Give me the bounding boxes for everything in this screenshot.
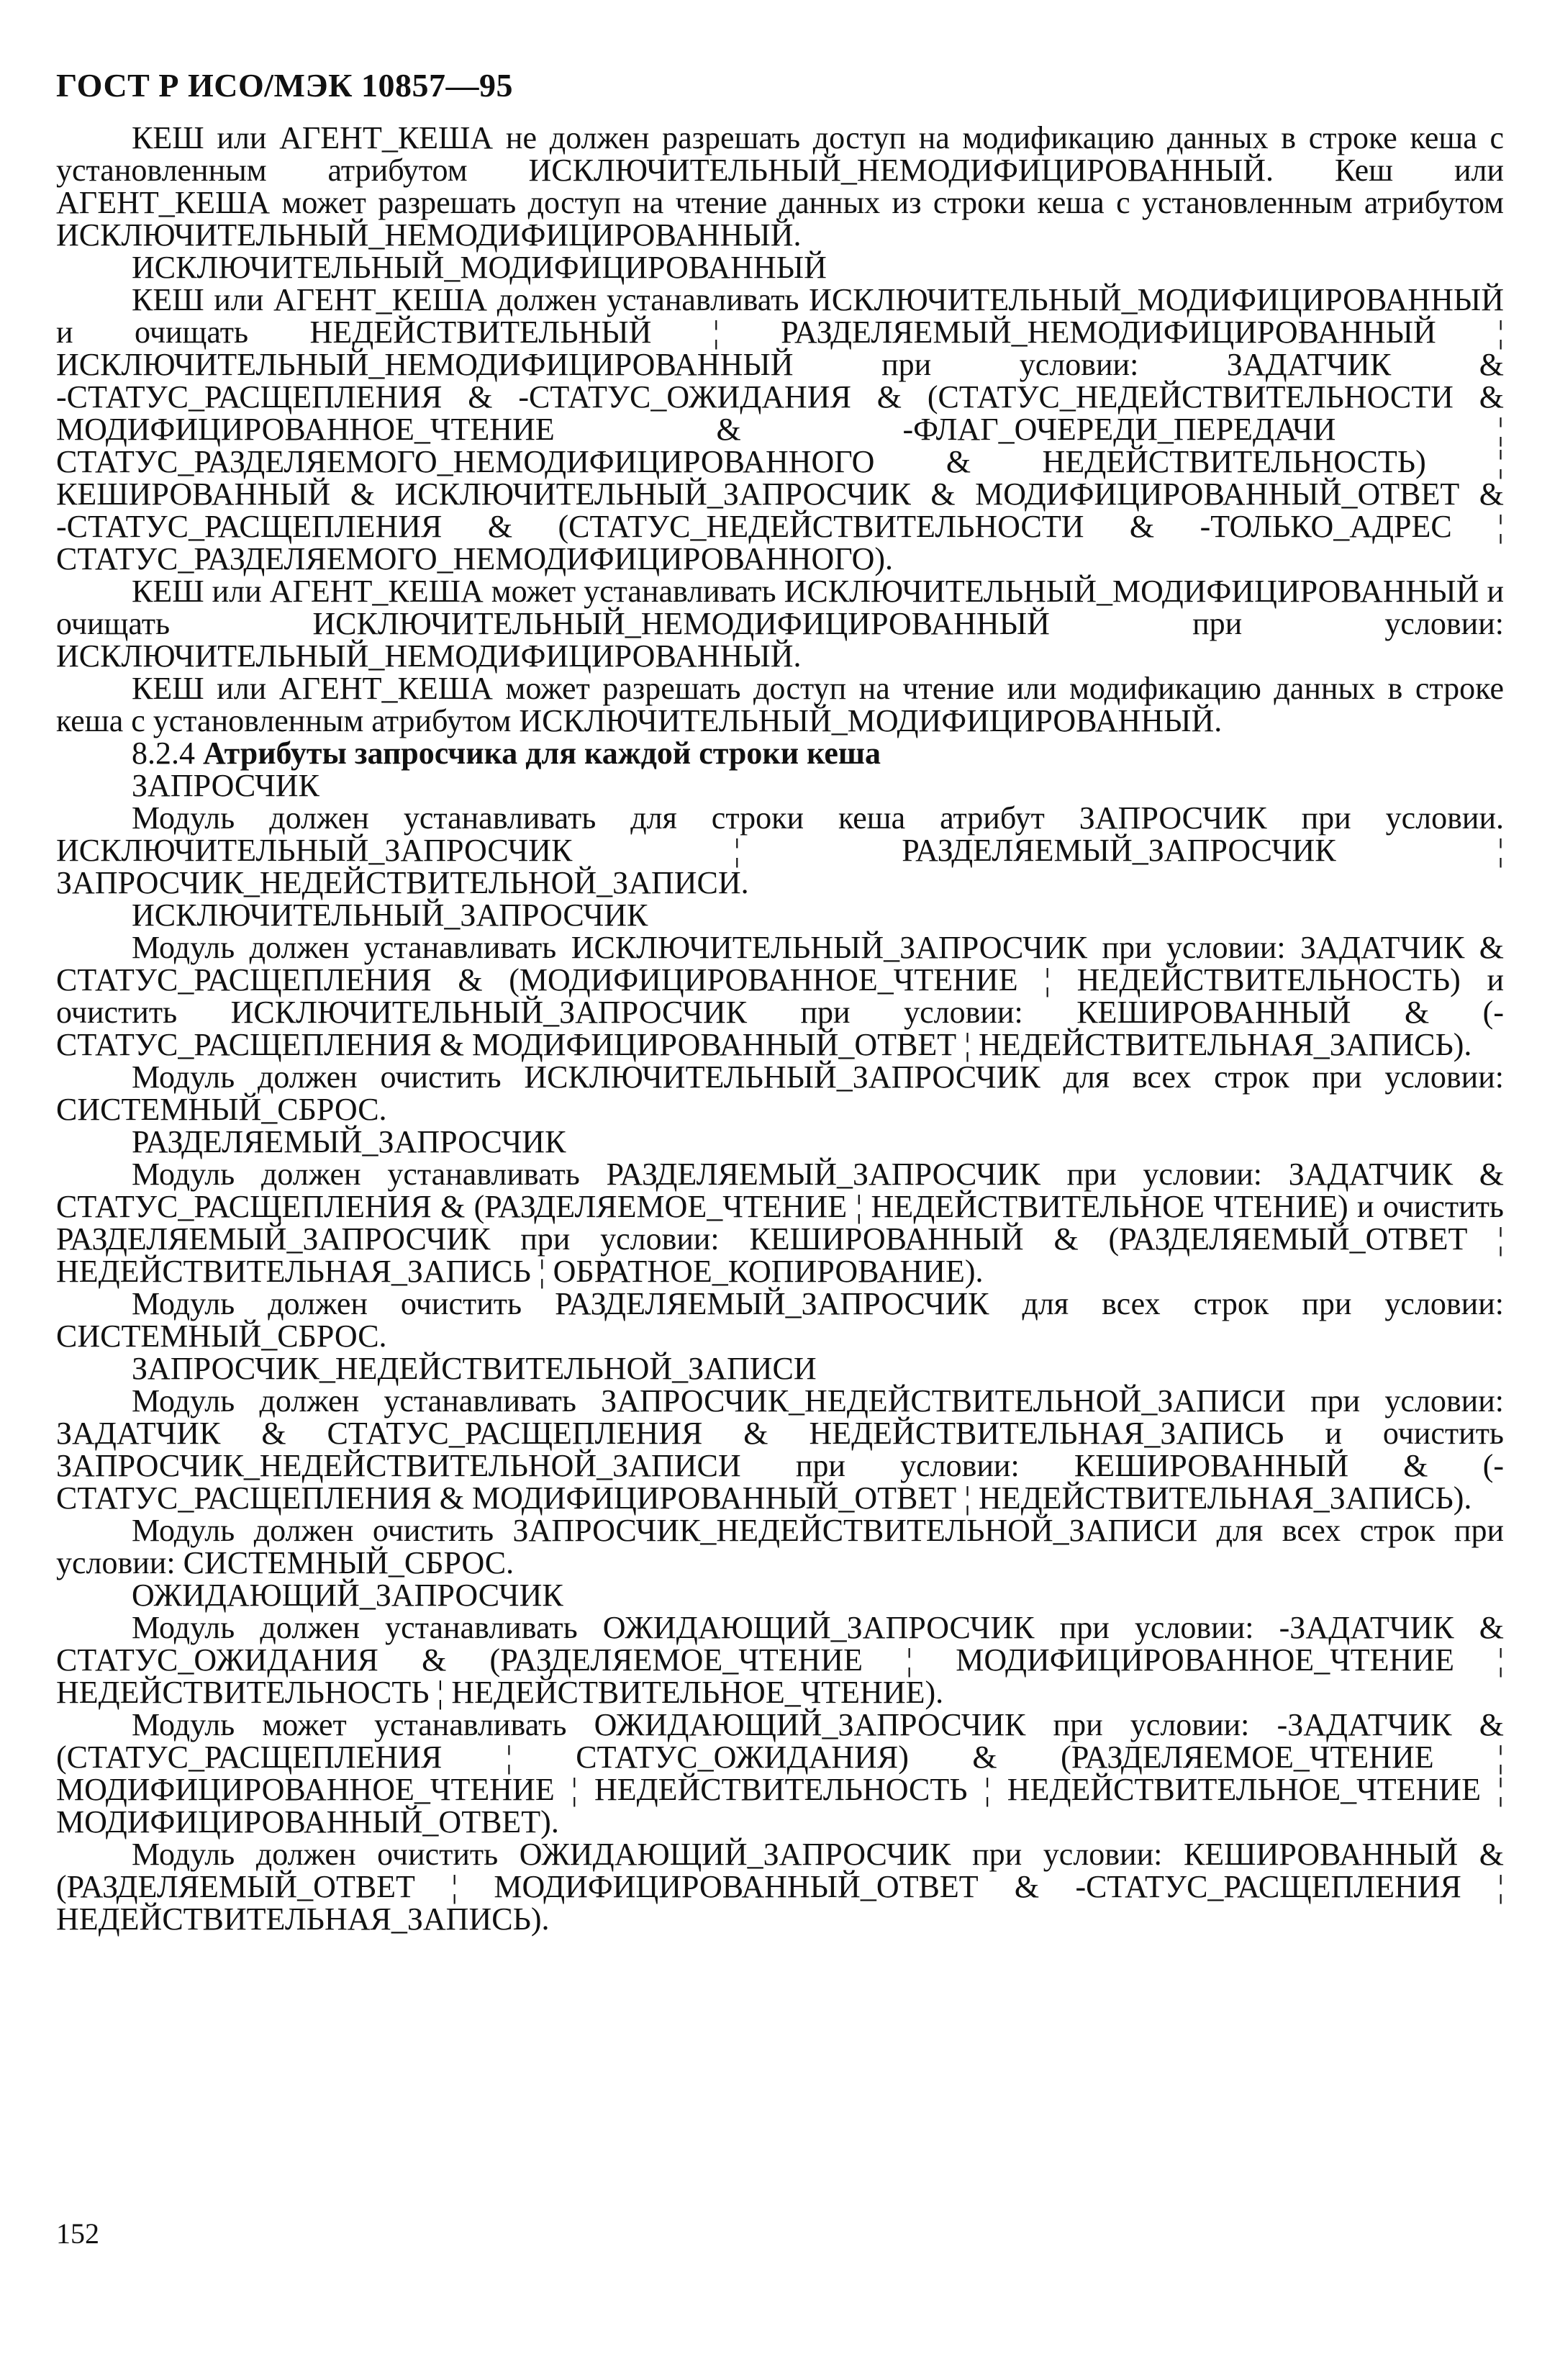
paragraph: КЕШ или АГЕНТ_КЕША не должен разрешать доступ на модификацию данных в строке кеша с установленным атрибутом ИСКЛЮЧИТЕЛЬНЫЙ_НЕМОДИФИЦИРОВАННЫЙ. Кеш или АГЕНТ_КЕША может разрешать доступ на чтение данных из строки кеша с установленным атрибутом ИСКЛЮЧИТЕЛЬНЫЙ_НЕМОДИФИЦИРОВАННЫЙ. — [56, 120, 1504, 253]
term-heading: РАЗДЕЛЯЕМЫЙ_ЗАПРОСЧИК — [132, 1124, 566, 1159]
term-heading: ЗАПРОСЧИК — [132, 768, 319, 803]
paragraph: Модуль должен устанавливать ЗАПРОСЧИК_НЕДЕЙСТВИТЕЛЬНОЙ_ЗАПИСИ при условии: ЗАДАТЧИК & СТАТУС_РАСЩЕПЛЕНИЯ & НЕДЕЙСТВИТЕЛЬНАЯ_ЗАПИСЬ и очистить ЗАПРОСЧИК_НЕДЕЙСТВИТЕЛЬНОЙ_ЗАПИСИ при условии: КЕШИРОВАННЫЙ & (-СТАТУС_РАСЩЕПЛЕНИЯ & МОДИФИЦИРОВАННЫЙ_ОТВЕТ ¦ НЕДЕЙСТВИТЕЛЬНАЯ_ЗАПИСЬ). — [56, 1383, 1504, 1516]
paragraph: Модуль должен очистить ИСКЛЮЧИТЕЛЬНЫЙ_ЗАПРОСЧИК для всех строк при условии: СИСТЕМНЫЙ_СБРОС. — [56, 1059, 1504, 1127]
paragraph: Модуль должен устанавливать ОЖИДАЮЩИЙ_ЗАПРОСЧИК при условии: -ЗАДАТЧИК & СТАТУС_ОЖИДАНИЯ & (РАЗДЕЛЯЕМОЕ_ЧТЕНИЕ ¦ МОДИФИЦИРОВАННОЕ_ЧТЕНИЕ ¦ НЕДЕЙСТВИТЕЛЬНОСТЬ ¦ НЕДЕЙСТВИТЕЛЬНОЕ_ЧТЕНИЕ). — [56, 1610, 1504, 1710]
paragraph: Модуль должен устанавливать ИСКЛЮЧИТЕЛЬНЫЙ_ЗАПРОСЧИК при условии: ЗАДАТЧИК & СТАТУС_РАСЩЕПЛЕНИЯ & (МОДИФИЦИРОВАННОЕ_ЧТЕНИЕ ¦ НЕДЕЙСТВИТЕЛЬНОСТЬ) и очистить ИСКЛЮЧИТЕЛЬНЫЙ_ЗАПРОСЧИК при условии: КЕШИРОВАННЫЙ & (-СТАТУС_РАСЩЕПЛЕНИЯ & МОДИФИЦИРОВАННЫЙ_ОТВЕТ ¦ НЕДЕЙСТВИТЕЛЬНАЯ_ЗАПИСЬ). — [56, 930, 1504, 1062]
term-heading: ЗАПРОСЧИК_НЕДЕЙСТВИТЕЛЬНОЙ_ЗАПИСИ — [132, 1351, 817, 1386]
paragraph: Модуль должен устанавливать для строки кеша атрибут ЗАПРОСЧИК при условии. ИСКЛЮЧИТЕЛЬНЫЙ_ЗАПРОСЧИК ¦ РАЗДЕЛЯЕМЫЙ_ЗАПРОСЧИК ¦ ЗАПРОСЧИК_НЕДЕЙСТВИТЕЛЬНОЙ_ЗАПИСИ. — [56, 800, 1504, 900]
section-number: 8.2.4 — [132, 736, 195, 771]
document-header: ГОСТ Р ИСО/МЭК 10857—95 — [56, 67, 513, 104]
paragraph: КЕШ или АГЕНТ_КЕША должен устанавливать ИСКЛЮЧИТЕЛЬНЫЙ_МОДИФИЦИРОВАННЫЙ и очищать НЕДЕЙСТВИТЕЛЬНЫЙ ¦ РАЗДЕЛЯЕМЫЙ_НЕМОДИФИЦИРОВАННЫЙ ¦ ИСКЛЮЧИТЕЛЬНЫЙ_НЕМОДИФИЦИРОВАННЫЙ при условии: ЗАДАТЧИК & -СТАТУС_РАСЩЕПЛЕНИЯ & -СТАТУС_ОЖИДАНИЯ & (СТАТУС_НЕДЕЙСТВИТЕЛЬНОСТИ & МОДИФИЦИРОВАННОЕ_ЧТЕНИЕ & -ФЛАГ_ОЧЕРЕДИ_ПЕРЕДАЧИ ¦ СТАТУС_РАЗДЕЛЯЕМОГО_НЕМОДИФИЦИРОВАННОГО & НЕДЕЙСТВИТЕЛЬНОСТЬ) ¦ КЕШИРОВАННЫЙ & ИСКЛЮЧИТЕЛЬНЫЙ_ЗАПРОСЧИК & МОДИФИЦИРОВАННЫЙ_ОТВЕТ & -СТАТУС_РАСЩЕПЛЕНИЯ & (СТАТУС_НЕДЕЙСТВИТЕЛЬНОСТИ & -ТОЛЬКО_АДРЕС ¦ СТАТУС_РАЗДЕЛЯЕМОГО_НЕМОДИФИЦИРОВАННОГО). — [56, 282, 1504, 576]
section-heading — [56, 737, 1504, 769]
paragraph: Модуль должен очистить ОЖИДАЮЩИЙ_ЗАПРОСЧИК при условии: КЕШИРОВАННЫЙ & (РАЗДЕЛЯЕМЫЙ_ОТВЕТ ¦ МОДИФИЦИРОВАННЫЙ_ОТВЕТ & -СТАТУС_РАСЩЕПЛЕНИЯ ¦ НЕДЕЙСТВИТЕЛЬНАЯ_ЗАПИСЬ). — [56, 1837, 1504, 1937]
page-number: 152 — [56, 2217, 99, 2250]
paragraph: Модуль должен очистить ЗАПРОСЧИК_НЕДЕЙСТВИТЕЛЬНОЙ_ЗАПИСИ для всех строк при условии: СИСТЕМНЫЙ_СБРОС. — [56, 1513, 1504, 1580]
term-heading: ОЖИДАЮЩИЙ_ЗАПРОСЧИК — [132, 1578, 563, 1613]
paragraph: КЕШ или АГЕНТ_КЕША может устанавливать ИСКЛЮЧИТЕЛЬНЫЙ_МОДИФИЦИРОВАННЫЙ и очищать ИСКЛЮЧИТЕЛЬНЫЙ_НЕМОДИФИЦИРОВАННЫЙ при условии: ИСКЛЮЧИТЕЛЬНЫЙ_НЕМОДИФИЦИРОВАННЫЙ. — [56, 574, 1504, 674]
term-heading: ИСКЛЮЧИТЕЛЬНЫЙ_МОДИФИЦИРОВАННЫЙ — [132, 250, 827, 285]
paragraph: КЕШ или АГЕНТ_КЕША может разрешать доступ на чтение или модификацию данных в строке кеша с установленным атрибутом ИСКЛЮЧИТЕЛЬНЫЙ_МОДИФИЦИРОВАННЫЙ. — [56, 671, 1504, 738]
section-title: Атрибуты запросчика для каждой строки кеша — [203, 736, 881, 771]
term-heading: ИСКЛЮЧИТЕЛЬНЫЙ_ЗАПРОСЧИК — [132, 897, 648, 933]
paragraph: Модуль может устанавливать ОЖИДАЮЩИЙ_ЗАПРОСЧИК при условии: -ЗАДАТЧИК & (СТАТУС_РАСЩЕПЛЕНИЯ ¦ СТАТУС_ОЖИДАНИЯ) & (РАЗДЕЛЯЕМОЕ_ЧТЕНИЕ ¦ МОДИФИЦИРОВАННОЕ_ЧТЕНИЕ ¦ НЕДЕЙСТВИТЕЛЬНОСТЬ ¦ НЕДЕЙСТВИТЕЛЬНОЕ_ЧТЕНИЕ ¦ МОДИФИЦИРОВАННЫЙ_ОТВЕТ). — [56, 1707, 1504, 1840]
paragraph: Модуль должен устанавливать РАЗДЕЛЯЕМЫЙ_ЗАПРОСЧИК при условии: ЗАДАТЧИК & СТАТУС_РАСЩЕПЛЕНИЯ & (РАЗДЕЛЯЕМОЕ_ЧТЕНИЕ ¦ НЕДЕЙСТВИТЕЛЬНОЕ ЧТЕНИЕ) и очистить РАЗДЕЛЯЕМЫЙ_ЗАПРОСЧИК при условии: КЕШИРОВАННЫЙ & (РАЗДЕЛЯЕМЫЙ_ОТВЕТ ¦ НЕДЕЙСТВИТЕЛЬНАЯ_ЗАПИСЬ ¦ ОБРАТНОЕ_КОПИРОВАНИЕ). — [56, 1157, 1504, 1289]
paragraph: Модуль должен очистить РАЗДЕЛЯЕМЫЙ_ЗАПРОСЧИК для всех строк при условии: СИСТЕМНЫЙ_СБРОС. — [56, 1286, 1504, 1354]
document-page — [56, 69, 1504, 1935]
